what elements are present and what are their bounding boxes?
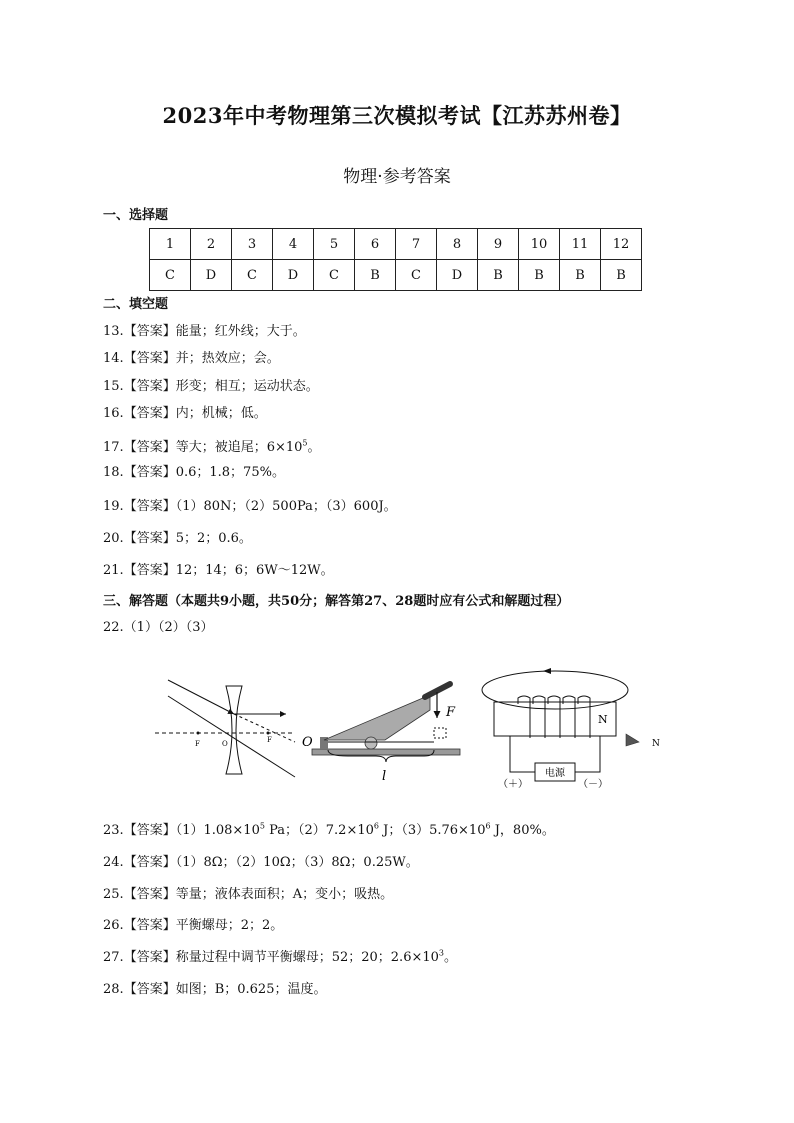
lever-diagram <box>302 684 460 784</box>
table-cell: B <box>519 260 560 291</box>
table-cell: 11 <box>560 229 601 260</box>
focus-label-right: F <box>267 736 272 744</box>
answer-22: 22.（1）（2）（3） <box>103 620 214 635</box>
answer-22-figure <box>150 660 670 795</box>
section-choice-heading: 一、选择题 <box>103 208 169 223</box>
compass-needle-icon <box>626 734 639 746</box>
answer-23: 23.【答案】$(1)1.08\times 10^5$ Pa；$(2)7.2\times 10^6$ J；$(3)5.76\times 10^6$ J，80%。 <box>103 821 555 838</box>
page-subtitle: 物理·参考答案 <box>343 167 451 187</box>
table-cell: D <box>273 260 314 291</box>
answer-27: 27.【答案】称量过程中调节平衡螺母；52；20；$2.6\times 10^3$。 <box>103 948 458 965</box>
answer-25: 25.【答案】等量；液体表面积；A；变小；吸热。 <box>103 887 394 902</box>
base-plate <box>312 749 460 755</box>
table-cell: B <box>478 260 519 291</box>
negative-terminal-label: （－） <box>578 779 608 790</box>
answer-17: 17.【答案】等大；被追尾；$6\times 10^5$。 <box>103 438 321 455</box>
fulcrum-label: O <box>302 735 313 750</box>
focus-point-right <box>267 732 270 735</box>
table-cell: C <box>396 260 437 291</box>
answer-26: 26.【答案】平衡螺母；2；2。 <box>103 918 284 933</box>
focus-point-left <box>197 732 200 735</box>
positive-terminal-label: （＋） <box>498 779 528 790</box>
table-row-answers <box>150 260 642 291</box>
concave-lens-diagram <box>155 680 295 777</box>
right-angle-mark <box>434 728 446 738</box>
power-source-label: 电源 <box>545 768 565 779</box>
field-direction-arrow <box>543 668 551 674</box>
arm-label: l <box>382 769 387 784</box>
answer-28: 28.【答案】如图；B；0.625；温度。 <box>103 982 327 997</box>
magnetic-field-line <box>482 671 628 709</box>
table-cell: D <box>437 260 478 291</box>
answer-14: 14.【答案】并；热效应；会。 <box>103 351 280 366</box>
section-solution-heading: 三、解答题（本题共9小题，共50分；解答第27、28题时应有公式和解题过程） <box>103 594 570 609</box>
choice-answer-table <box>149 228 642 291</box>
ray-through-center <box>168 696 295 777</box>
table-row-numbers <box>150 229 642 260</box>
answer-19: 19.【答案】（1）80N；（2）500Pa；（3）600J。 <box>103 499 397 514</box>
electromagnet-diagram <box>482 668 660 790</box>
page-title: 2023年中考物理第三次模拟考试【江苏苏州卷】 <box>162 103 632 128</box>
table-cell: 1 <box>150 229 191 260</box>
table-cell: 5 <box>314 229 355 260</box>
table-cell: B <box>601 260 642 291</box>
focus-label-left: F <box>195 740 200 748</box>
circuit-wire <box>510 736 600 772</box>
table-cell: B <box>560 260 601 291</box>
table-cell: 7 <box>396 229 437 260</box>
answer-18: 18.【答案】0.6；1.8；75%。 <box>103 465 285 480</box>
table-cell: 4 <box>273 229 314 260</box>
needle-pole-label: N <box>652 739 660 749</box>
table-cell: C <box>150 260 191 291</box>
table-cell: D <box>191 260 232 291</box>
answer-20: 20.【答案】5；2；0.6。 <box>103 531 252 546</box>
cutter-blade <box>324 695 430 740</box>
answer-15: 15.【答案】形变；相互；运动状态。 <box>103 379 319 394</box>
table-cell: C <box>314 260 355 291</box>
table-cell: B <box>355 260 396 291</box>
incident-ray <box>168 680 234 714</box>
object-being-cut <box>365 737 377 749</box>
table-cell: 9 <box>478 229 519 260</box>
table-cell: 3 <box>232 229 273 260</box>
magnet-pole-label: N <box>598 713 608 726</box>
table-cell: 2 <box>191 229 232 260</box>
table-cell: 6 <box>355 229 396 260</box>
section-fill-heading: 二、填空题 <box>103 297 169 312</box>
table-cell: 10 <box>519 229 560 260</box>
answer-21: 21.【答案】12；14；6；6W～12W。 <box>103 563 334 578</box>
table-cell: 12 <box>601 229 642 260</box>
force-label: F <box>446 705 456 720</box>
center-label: O <box>222 740 228 748</box>
table-cell: C <box>232 260 273 291</box>
answer-13: 13.【答案】能量；红外线；大于。 <box>103 324 306 339</box>
construction-line <box>234 714 295 742</box>
concave-lens-icon <box>226 686 242 774</box>
answer-16: 16.【答案】内；机械；低。 <box>103 406 267 421</box>
table-cell: 8 <box>437 229 478 260</box>
answer-24: 24.【答案】（1）8Ω；（2）10Ω；（3）8Ω；0.25W。 <box>103 855 419 870</box>
